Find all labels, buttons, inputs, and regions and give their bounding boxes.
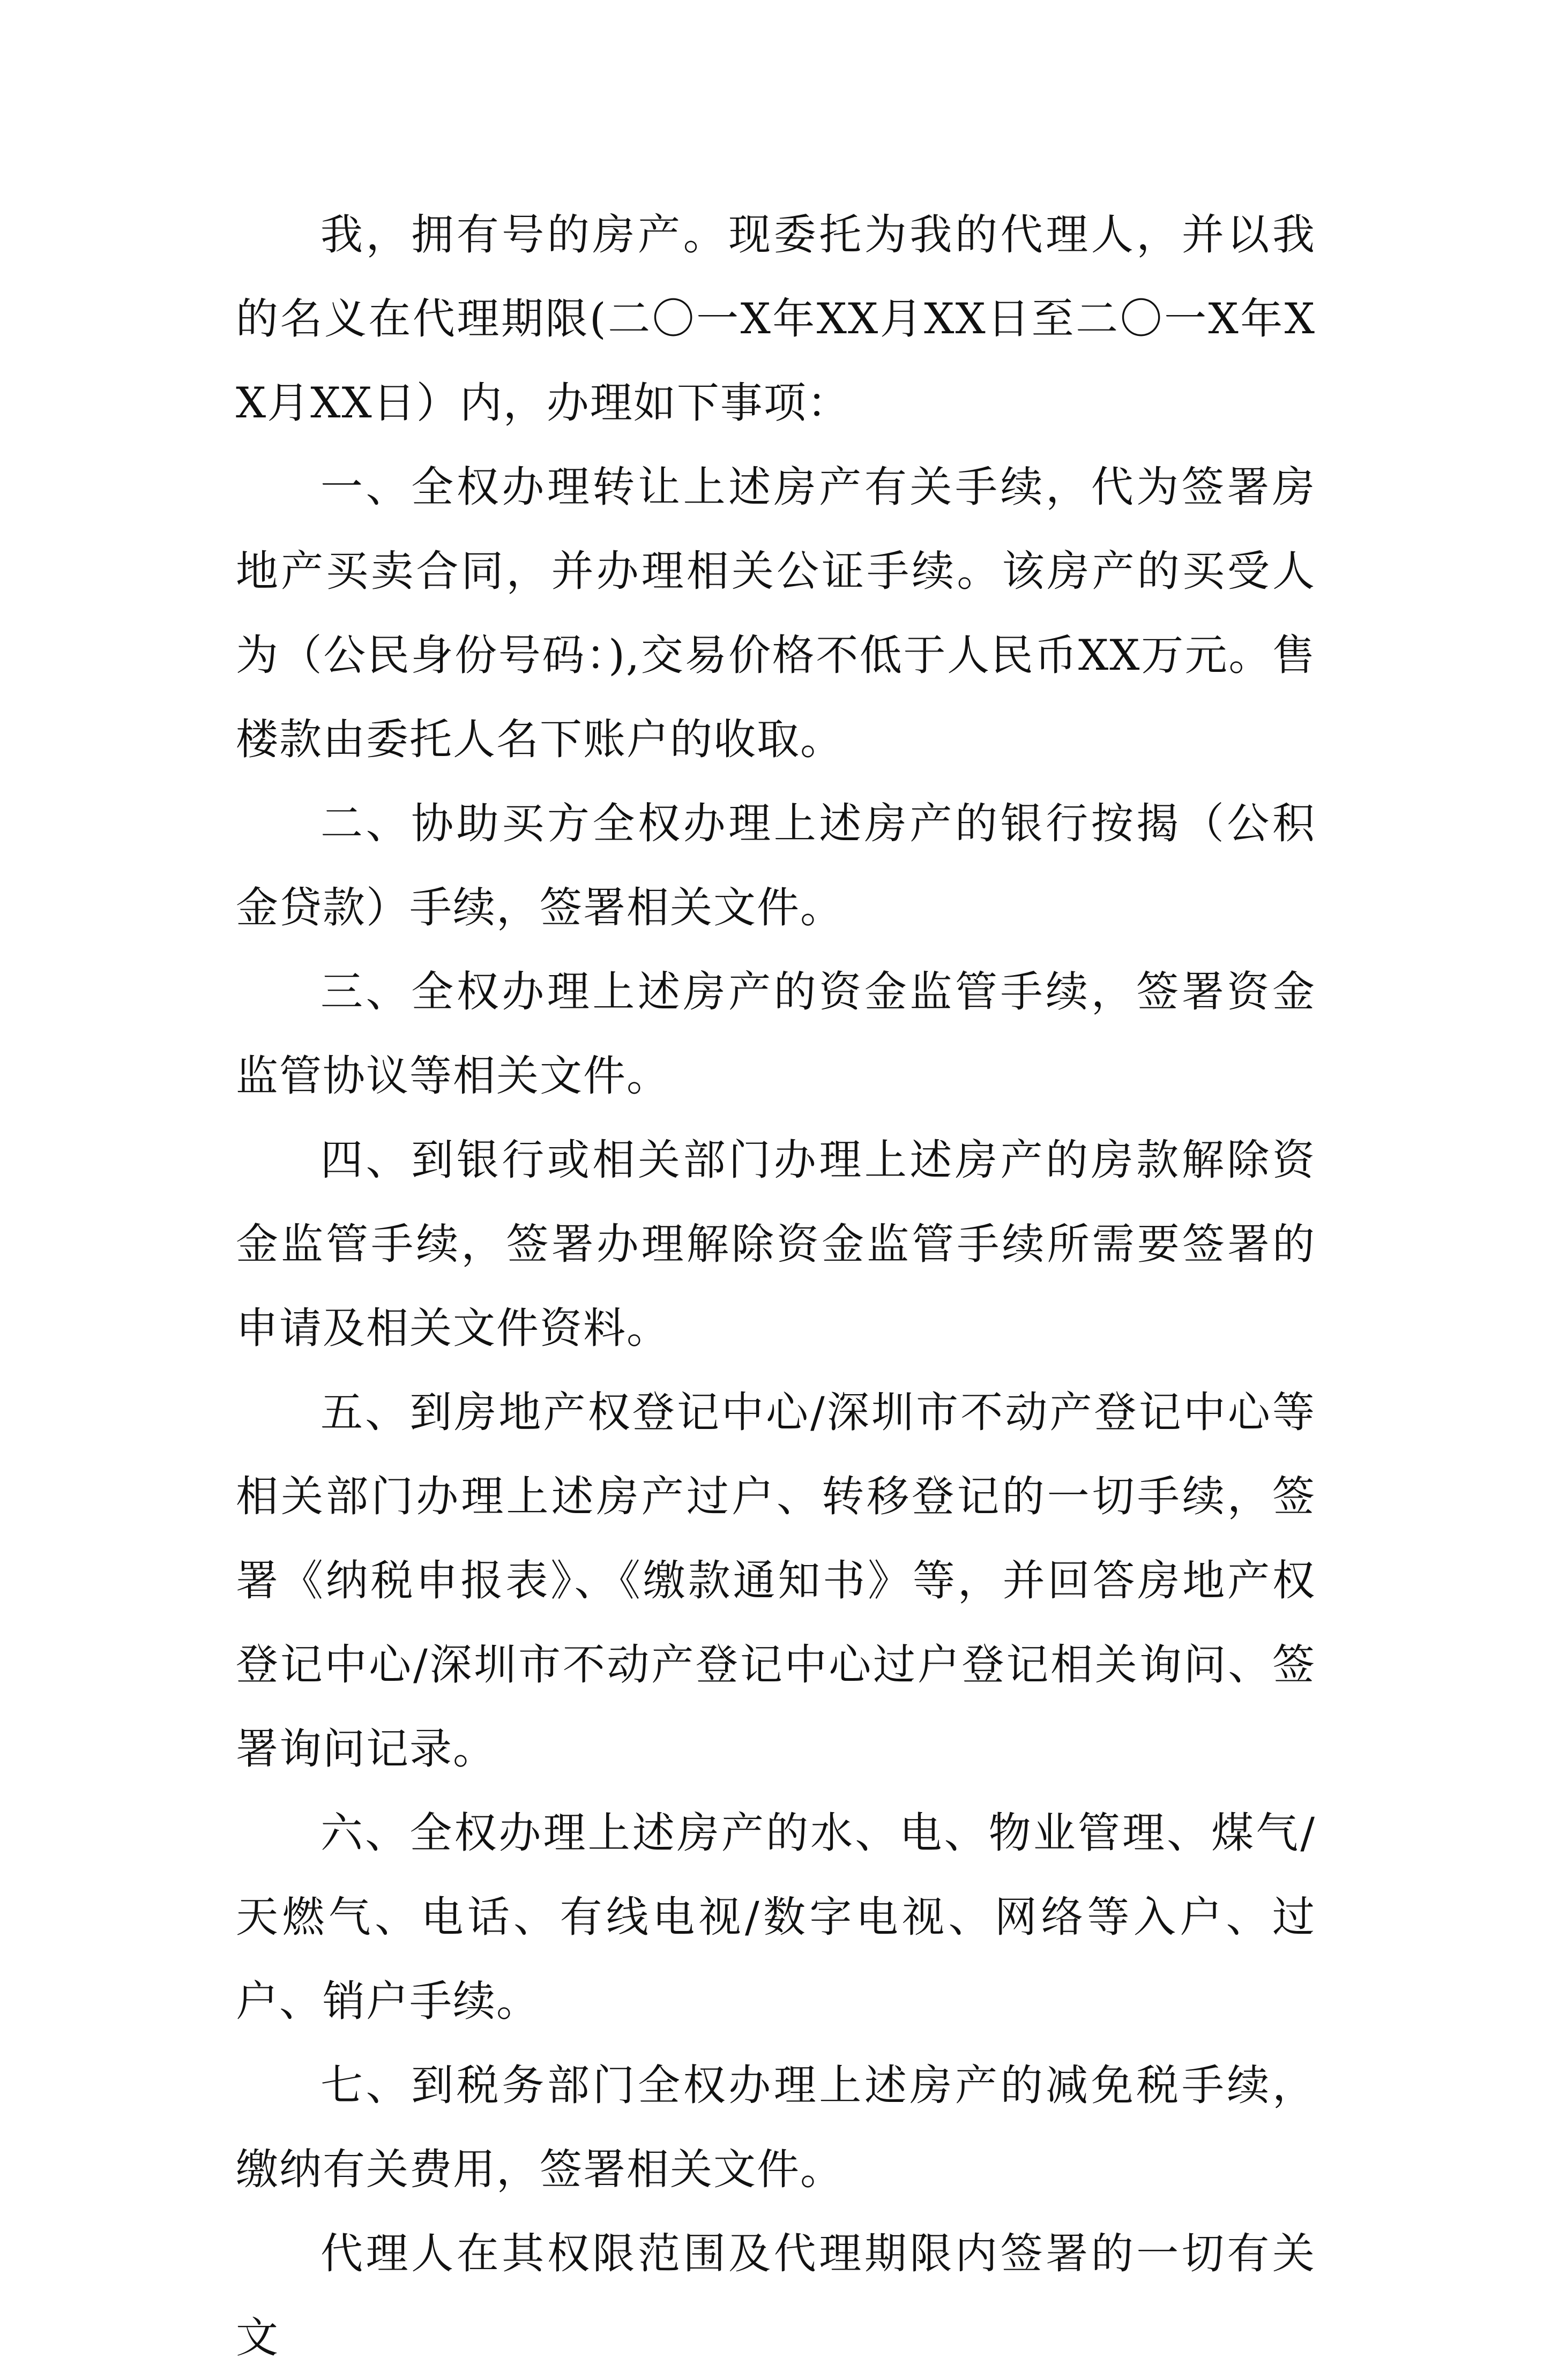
paragraph-item-6: 六、全权办理上述房产的水、电、物业管理、煤气/天燃气、电话、有线电视/数字电视、网络等入户、过户、销户手续。: [236, 1808, 1316, 2026]
paragraph-item-1: 一、全权办理转让上述房产有关手续，代为签署房地产买卖合同，并办理相关公证手续。该房产的买受人为（公民身份号码：),交易价格不低于人民币XX万元。售楼款由委托人名下账户的收取。: [236, 462, 1316, 764]
paragraph-item-3: 三、全权办理上述房产的资金监管手续，签署资金监管协议等相关文件。: [236, 967, 1316, 1101]
paragraph-closing: 代理人在其权限范围及代理期限内签署的一切有关文: [236, 2229, 1316, 2362]
paragraph-item-5: 五、到房地产权登记中心/深圳市不动产登记中心等相关部门办理上述房产过户、转移登记的一切手续，签署《纳税申报表》、《缴款通知书》等，并回答房地产权登记中心/深圳市不动产登记中心过户登记相关询问、签署询问记录。: [236, 1388, 1316, 1773]
paragraph-intro: 我，拥有号的房产。现委托为我的代理人，并以我的名义在代理期限(二〇一X年XX月XX日至二〇一X年XX月XX日）内，办理如下事项：: [236, 210, 1316, 428]
document-body: [236, 193, 1316, 2380]
paragraph-item-7: 七、到税务部门全权办理上述房产的减免税手续，缴纳有关费用，签署相关文件。: [236, 2061, 1316, 2194]
paragraph-item-2: 二、协助买方全权办理上述房产的银行按揭（公积金贷款）手续，签署相关文件。: [236, 799, 1316, 932]
paragraph-item-4: 四、到银行或相关部门办理上述房产的房款解除资金监管手续，签署办理解除资金监管手续所需要签署的申请及相关文件资料。: [236, 1135, 1316, 1353]
